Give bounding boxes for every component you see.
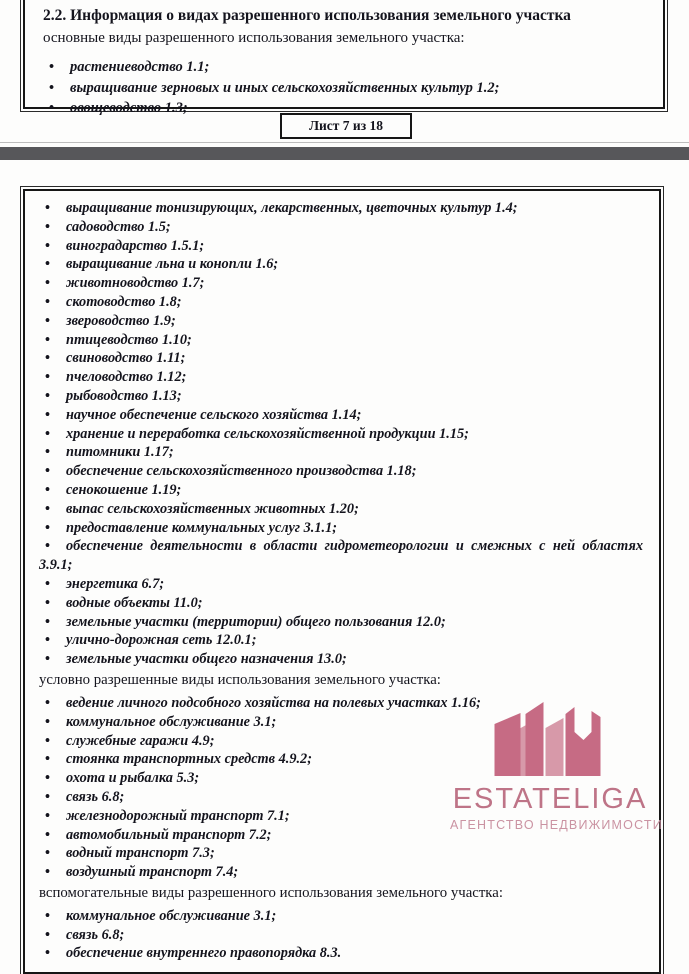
auxiliary-uses-list	[39, 907, 643, 963]
list-item-text: энергетика 6.7;	[66, 575, 165, 592]
bullet-icon: •	[45, 632, 51, 649]
sheet-number-box	[280, 113, 412, 139]
list-item-text: свиноводство 1.11;	[66, 350, 186, 367]
bullet-icon: •	[45, 463, 51, 480]
bullet-icon: •	[45, 369, 51, 386]
list-item	[39, 481, 643, 500]
list-item	[39, 926, 643, 945]
list-item	[39, 349, 643, 368]
list-item-text: ведение личного подсобного хозяйства на полевых участках 1.16;	[66, 694, 481, 711]
bullet-icon: •	[45, 331, 51, 348]
list-item	[39, 519, 643, 538]
list-item-text: воздушный транспорт 7.4;	[66, 864, 239, 881]
list-item	[39, 443, 643, 462]
list-item	[39, 537, 643, 575]
section-title: 2.2. Информация о видах разрешенного использования земельного участка	[43, 7, 571, 24]
bullet-icon: •	[45, 425, 51, 442]
list-item-text: выпас сельскохозяйственных животных 1.20;	[66, 500, 359, 517]
list-item-text: автомобильный транспорт 7.2;	[66, 826, 272, 843]
bullet-icon: •	[45, 387, 51, 404]
list-item	[39, 863, 643, 882]
list-item	[39, 713, 643, 732]
list-item-text: связь 6.8;	[66, 788, 125, 805]
bullet-icon: •	[45, 350, 51, 367]
list-item-text: коммунальное обслуживание 3.1;	[66, 713, 277, 730]
list-item	[39, 732, 643, 751]
list-item-text: овощеводство 1.3;	[70, 100, 188, 116]
bullet-icon: •	[45, 275, 51, 292]
bullet-icon: •	[45, 845, 51, 862]
section-2-2-frame	[23, 0, 665, 116]
list-item	[39, 844, 643, 863]
list-item	[39, 199, 643, 218]
list-item	[39, 650, 643, 669]
bullet-icon: •	[45, 481, 51, 498]
conditional-uses-list	[39, 694, 643, 882]
sheet-number-label: Лист 7 из 18	[308, 118, 384, 133]
main-permitted-uses-list-top	[43, 57, 643, 119]
list-item	[39, 387, 643, 406]
list-item	[43, 57, 643, 78]
list-item-text: пчеловодство 1.12;	[66, 369, 187, 386]
bullet-icon: •	[45, 732, 51, 749]
bullet-icon: •	[45, 444, 51, 461]
main-permitted-uses-list	[39, 199, 643, 669]
bullet-icon: •	[45, 500, 51, 517]
bullet-icon: •	[45, 406, 51, 423]
agency-brand-name: ESTATELIGA	[452, 783, 648, 815]
list-item	[39, 218, 643, 237]
page-break-thin-line	[0, 142, 689, 143]
list-item	[39, 826, 643, 845]
list-item-text: связь 6.8;	[66, 926, 125, 943]
list-item	[39, 425, 643, 444]
list-item-text: растениеводство 1.1;	[70, 59, 210, 75]
list-item	[39, 500, 643, 519]
list-item	[39, 575, 643, 594]
bullet-icon: •	[45, 218, 51, 235]
bullet-icon: •	[49, 100, 55, 116]
bullet-icon: •	[45, 538, 51, 555]
list-item	[39, 907, 643, 926]
list-item-text: стоянка транспортных средств 4.9.2;	[66, 751, 312, 768]
list-item	[39, 237, 643, 256]
bullet-icon: •	[49, 79, 55, 96]
bullet-icon: •	[45, 200, 51, 216]
list-item-text: звероводство 1.9;	[66, 312, 176, 329]
list-item	[39, 631, 643, 650]
list-item-text: водный транспорт 7.3;	[66, 845, 215, 862]
list-item	[39, 769, 643, 788]
list-item	[39, 368, 643, 387]
list-item-text: скотоводство 1.8;	[66, 293, 182, 310]
list-item-text: хранение и переработка сельскохозяйственной продукции 1.15;	[66, 425, 469, 442]
list-item-text: выращивание тонизирующих, лекарственных, цветочных культур 1.4;	[66, 200, 518, 216]
list-item-text: обеспечение деятельности в области гидрометеорологии и смежных с ней областях 3.9.1;	[39, 538, 643, 574]
bullet-icon: •	[45, 713, 51, 730]
bullet-icon: •	[45, 926, 51, 943]
page-break-divider-bar	[0, 147, 689, 160]
list-item-text: научное обеспечение сельского хозяйства 1.14;	[66, 406, 362, 423]
list-item-text: обеспечение сельскохозяйственного производства 1.18;	[66, 463, 417, 480]
bullet-icon: •	[49, 59, 55, 75]
list-item-text: выращивание зерновых и иных сельскохозяйственных культур 1.2;	[70, 79, 500, 96]
list-item-text: железнодорожный транспорт 7.1;	[66, 807, 290, 824]
bullet-icon: •	[45, 788, 51, 805]
agency-tagline: АГЕНТСТВО НЕДВИЖИМОСТИ	[450, 818, 663, 832]
bullet-icon: •	[45, 312, 51, 329]
bullet-icon: •	[45, 594, 51, 611]
bullet-icon: •	[45, 519, 51, 536]
list-item	[39, 750, 643, 769]
bullet-icon: •	[45, 651, 51, 668]
bullet-icon: •	[45, 237, 51, 254]
list-item-text: животноводство 1.7;	[66, 275, 205, 292]
list-item	[43, 78, 643, 99]
auxiliary-uses-heading: вспомогательные виды разрешенного использования земельного участка:	[39, 884, 503, 901]
list-item-text: предоставление коммунальных услуг 3.1.1;	[66, 519, 337, 536]
list-item	[39, 944, 643, 963]
list-item-text: питомники 1.17;	[66, 444, 174, 461]
list-item-text: земельные участки общего назначения 13.0;	[66, 651, 347, 668]
list-item-text: водные объекты 11.0;	[66, 594, 203, 611]
list-item-text: рыбоводство 1.13;	[66, 387, 182, 404]
bullet-icon: •	[45, 907, 51, 924]
list-item-text: обеспечение внутреннего правопорядка 8.3.	[66, 945, 342, 962]
bullet-icon: •	[45, 826, 51, 843]
bullet-icon: •	[45, 807, 51, 824]
list-item	[39, 462, 643, 481]
list-item	[39, 594, 643, 613]
bullet-icon: •	[45, 293, 51, 310]
list-item-text: служебные гаражи 4.9;	[66, 732, 215, 749]
list-item-text: улично-дорожная сеть 12.0.1;	[66, 632, 257, 649]
bullet-icon: •	[45, 770, 51, 787]
bullet-icon: •	[45, 256, 51, 273]
list-item-text: охота и рыбалка 5.3;	[66, 770, 200, 787]
continuation-frame	[23, 189, 661, 974]
list-item	[39, 406, 643, 425]
list-item	[39, 293, 643, 312]
list-item-text: виноградарство 1.5.1;	[66, 237, 205, 254]
list-item	[39, 788, 643, 807]
bullet-icon: •	[45, 694, 51, 711]
list-item	[39, 331, 643, 350]
conditional-uses-heading: условно разрешенные виды использования земельного участка:	[39, 671, 441, 688]
list-item-text: садоводство 1.5;	[66, 218, 171, 235]
list-item	[39, 255, 643, 274]
list-item-text: птицеводство 1.10;	[66, 331, 192, 348]
bullet-icon: •	[45, 864, 51, 881]
list-item-text: выращивание льна и конопли 1.6;	[66, 256, 279, 273]
list-item	[39, 694, 643, 713]
list-item	[39, 312, 643, 331]
bullet-icon: •	[45, 613, 51, 630]
bullet-icon: •	[45, 575, 51, 592]
list-item-text: сенокошение 1.19;	[66, 481, 182, 498]
list-item	[39, 613, 643, 632]
list-item	[39, 807, 643, 826]
bullet-icon: •	[45, 751, 51, 768]
list-item	[39, 274, 643, 293]
list-item-text: коммунальное обслуживание 3.1;	[66, 907, 277, 924]
list-item-text: земельные участки (территории) общего пользования 12.0;	[66, 613, 446, 630]
bullet-icon: •	[45, 945, 51, 962]
section-intro: основные виды разрешенного использования земельного участка:	[43, 30, 465, 46]
